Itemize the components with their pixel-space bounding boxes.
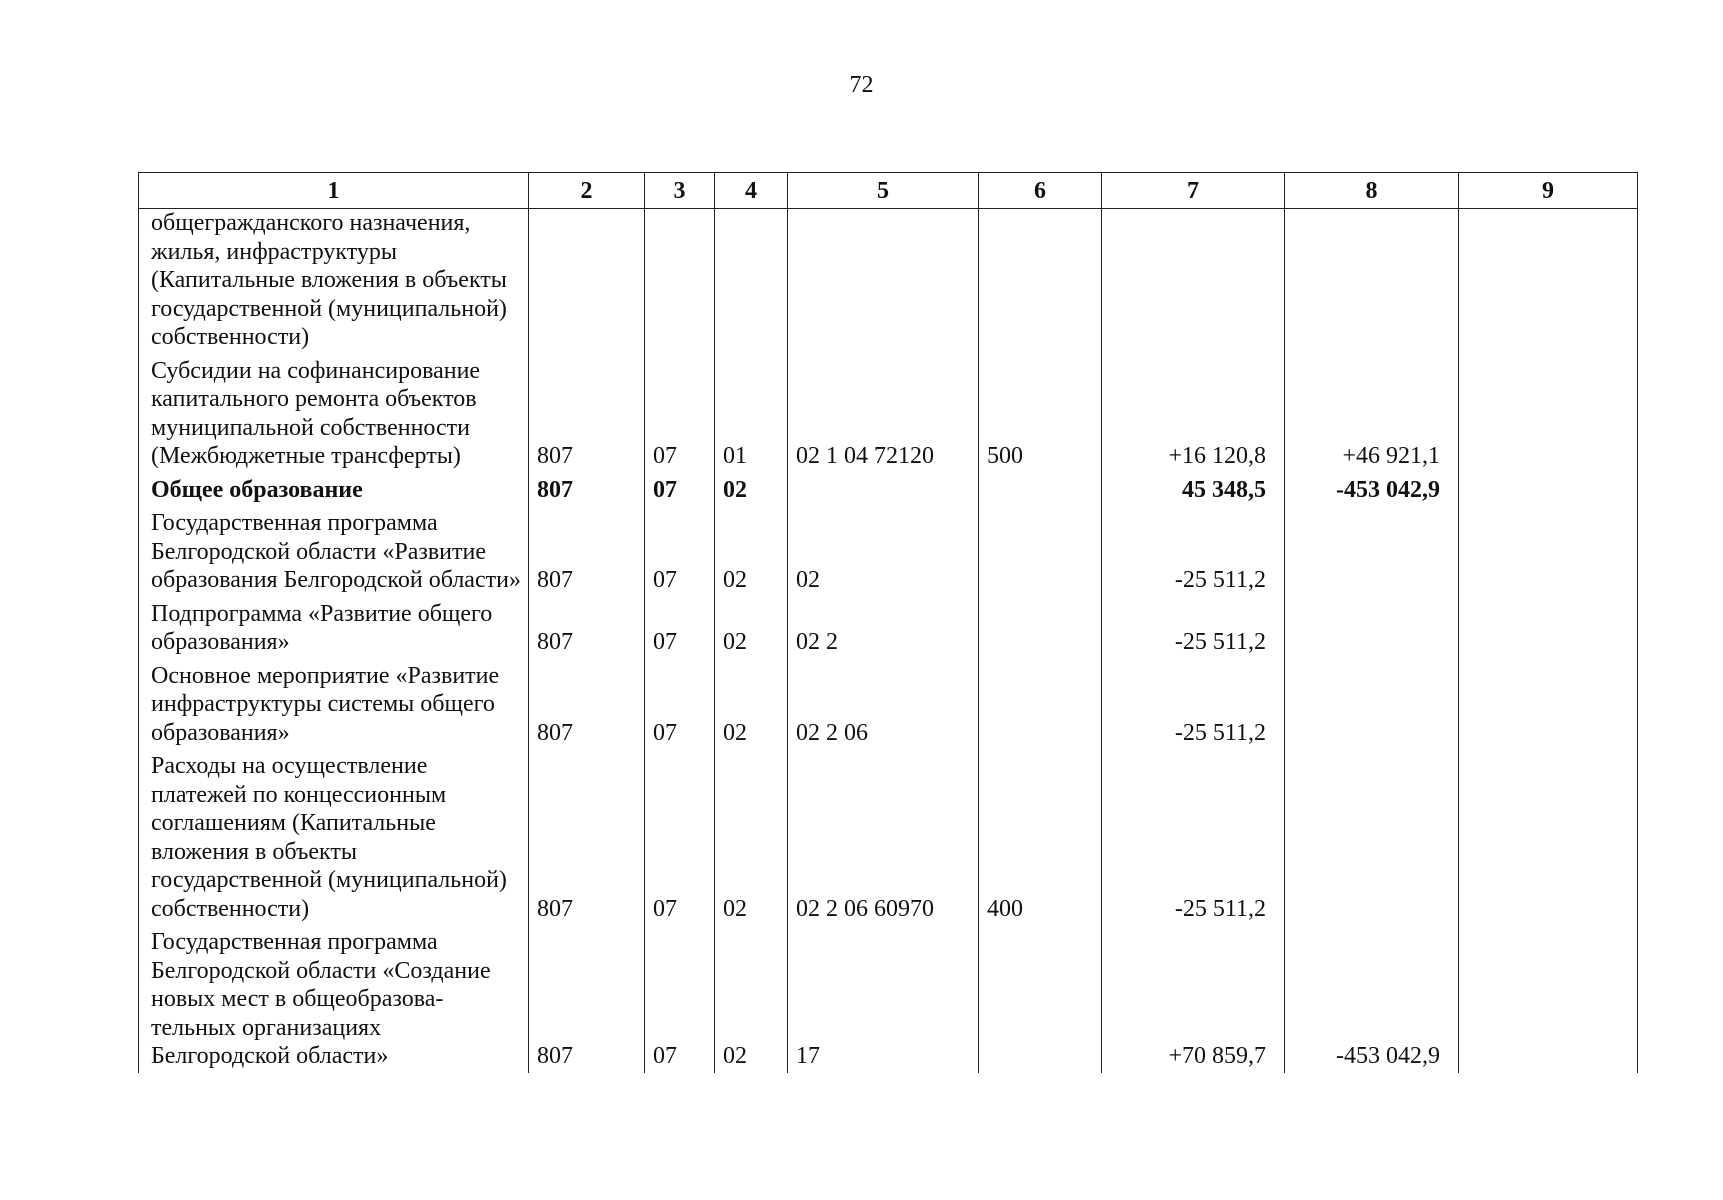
cell-type <box>979 597 1102 659</box>
cell-name: Государственная программа Белгородской области «Создание новых мест в общеобразова-тельных организациях Белгородской области» <box>139 925 529 1073</box>
cell-col8: -453 042,9 <box>1285 925 1459 1073</box>
cell-target: 17 <box>788 925 979 1073</box>
header-col-2: 2 <box>529 173 645 209</box>
budget-table <box>138 172 1638 1073</box>
cell-col8 <box>1285 659 1459 750</box>
header-row <box>139 173 1638 209</box>
table-row <box>139 925 1638 1073</box>
cell-col9 <box>1459 506 1638 597</box>
header-col-7: 7 <box>1102 173 1285 209</box>
cell-type <box>979 506 1102 597</box>
cell-section: 07 <box>645 506 715 597</box>
cell-name: Основное мероприятие «Развитие инфраструктуры системы общего образования» <box>139 659 529 750</box>
cell-name: Государственная программа Белгородской области «Развитие образования Белгородской области» <box>139 506 529 597</box>
cell-target: 02 <box>788 506 979 597</box>
cell-code: 807 <box>529 506 645 597</box>
cell-target <box>788 473 979 507</box>
cell-type: 400 <box>979 749 1102 925</box>
cell-target: 02 2 06 60970 <box>788 749 979 925</box>
cell-code: 807 <box>529 473 645 507</box>
table-row <box>139 506 1638 597</box>
cell-code: 807 <box>529 659 645 750</box>
cell-col8: +46 921,1 <box>1285 354 1459 473</box>
cell-subsection: 02 <box>715 659 788 750</box>
table-body <box>139 209 1638 1073</box>
cell-subsection: 02 <box>715 506 788 597</box>
table-row <box>139 354 1638 473</box>
cell-col9 <box>1459 597 1638 659</box>
cell-type <box>979 209 1102 354</box>
cell-code <box>529 209 645 354</box>
cell-type <box>979 659 1102 750</box>
table-row <box>139 209 1638 354</box>
cell-col9 <box>1459 473 1638 507</box>
cell-code: 807 <box>529 354 645 473</box>
header-col-6: 6 <box>979 173 1102 209</box>
cell-section <box>645 209 715 354</box>
header-col-5: 5 <box>788 173 979 209</box>
cell-section: 07 <box>645 749 715 925</box>
cell-col7: 45 348,5 <box>1102 473 1285 507</box>
cell-col9 <box>1459 659 1638 750</box>
cell-col8 <box>1285 506 1459 597</box>
cell-subsection: 01 <box>715 354 788 473</box>
cell-section: 07 <box>645 659 715 750</box>
cell-target: 02 2 06 <box>788 659 979 750</box>
cell-type <box>979 925 1102 1073</box>
table-row <box>139 659 1638 750</box>
cell-name: Общее образование <box>139 473 529 507</box>
cell-col9 <box>1459 749 1638 925</box>
cell-col9 <box>1459 209 1638 354</box>
cell-subsection: 02 <box>715 749 788 925</box>
cell-col7 <box>1102 209 1285 354</box>
cell-subsection <box>715 209 788 354</box>
cell-col7: -25 511,2 <box>1102 659 1285 750</box>
cell-subsection: 02 <box>715 925 788 1073</box>
cell-col7: -25 511,2 <box>1102 749 1285 925</box>
cell-target: 02 1 04 72120 <box>788 354 979 473</box>
cell-code: 807 <box>529 597 645 659</box>
cell-section: 07 <box>645 473 715 507</box>
cell-col8 <box>1285 209 1459 354</box>
header-col-4: 4 <box>715 173 788 209</box>
cell-section: 07 <box>645 597 715 659</box>
cell-col7: +16 120,8 <box>1102 354 1285 473</box>
table-row <box>139 749 1638 925</box>
cell-col8 <box>1285 749 1459 925</box>
cell-section: 07 <box>645 354 715 473</box>
cell-type: 500 <box>979 354 1102 473</box>
cell-name: Субсидии на софинансирование капитального ремонта объектов муниципальной собственности (Межбюджетные трансферты) <box>139 354 529 473</box>
table-row <box>139 473 1638 507</box>
cell-col8 <box>1285 597 1459 659</box>
cell-subsection: 02 <box>715 597 788 659</box>
page-number: 72 <box>849 72 874 98</box>
cell-target: 02 2 <box>788 597 979 659</box>
header-col-8: 8 <box>1285 173 1459 209</box>
cell-section: 07 <box>645 925 715 1073</box>
cell-name: Подпрограмма «Развитие общего образования» <box>139 597 529 659</box>
cell-col9 <box>1459 925 1638 1073</box>
header-col-9: 9 <box>1459 173 1638 209</box>
header-col-1: 1 <box>139 173 529 209</box>
cell-target <box>788 209 979 354</box>
cell-code: 807 <box>529 749 645 925</box>
cell-name: общегражданского назначения, жилья, инфраструктуры (Капитальные вложения в объекты государственной (муниципальной) собственности) <box>139 209 529 354</box>
cell-col7: -25 511,2 <box>1102 597 1285 659</box>
cell-col9 <box>1459 354 1638 473</box>
cell-subsection: 02 <box>715 473 788 507</box>
table-header <box>139 173 1638 209</box>
cell-col8: -453 042,9 <box>1285 473 1459 507</box>
table-row <box>139 597 1638 659</box>
header-col-3: 3 <box>645 173 715 209</box>
cell-col7: -25 511,2 <box>1102 506 1285 597</box>
cell-code: 807 <box>529 925 645 1073</box>
cell-name: Расходы на осуществление платежей по концессионным соглашениям (Капитальные вложения в объекты государственной (муниципальной) собственности) <box>139 749 529 925</box>
cell-type <box>979 473 1102 507</box>
cell-col7: +70 859,7 <box>1102 925 1285 1073</box>
